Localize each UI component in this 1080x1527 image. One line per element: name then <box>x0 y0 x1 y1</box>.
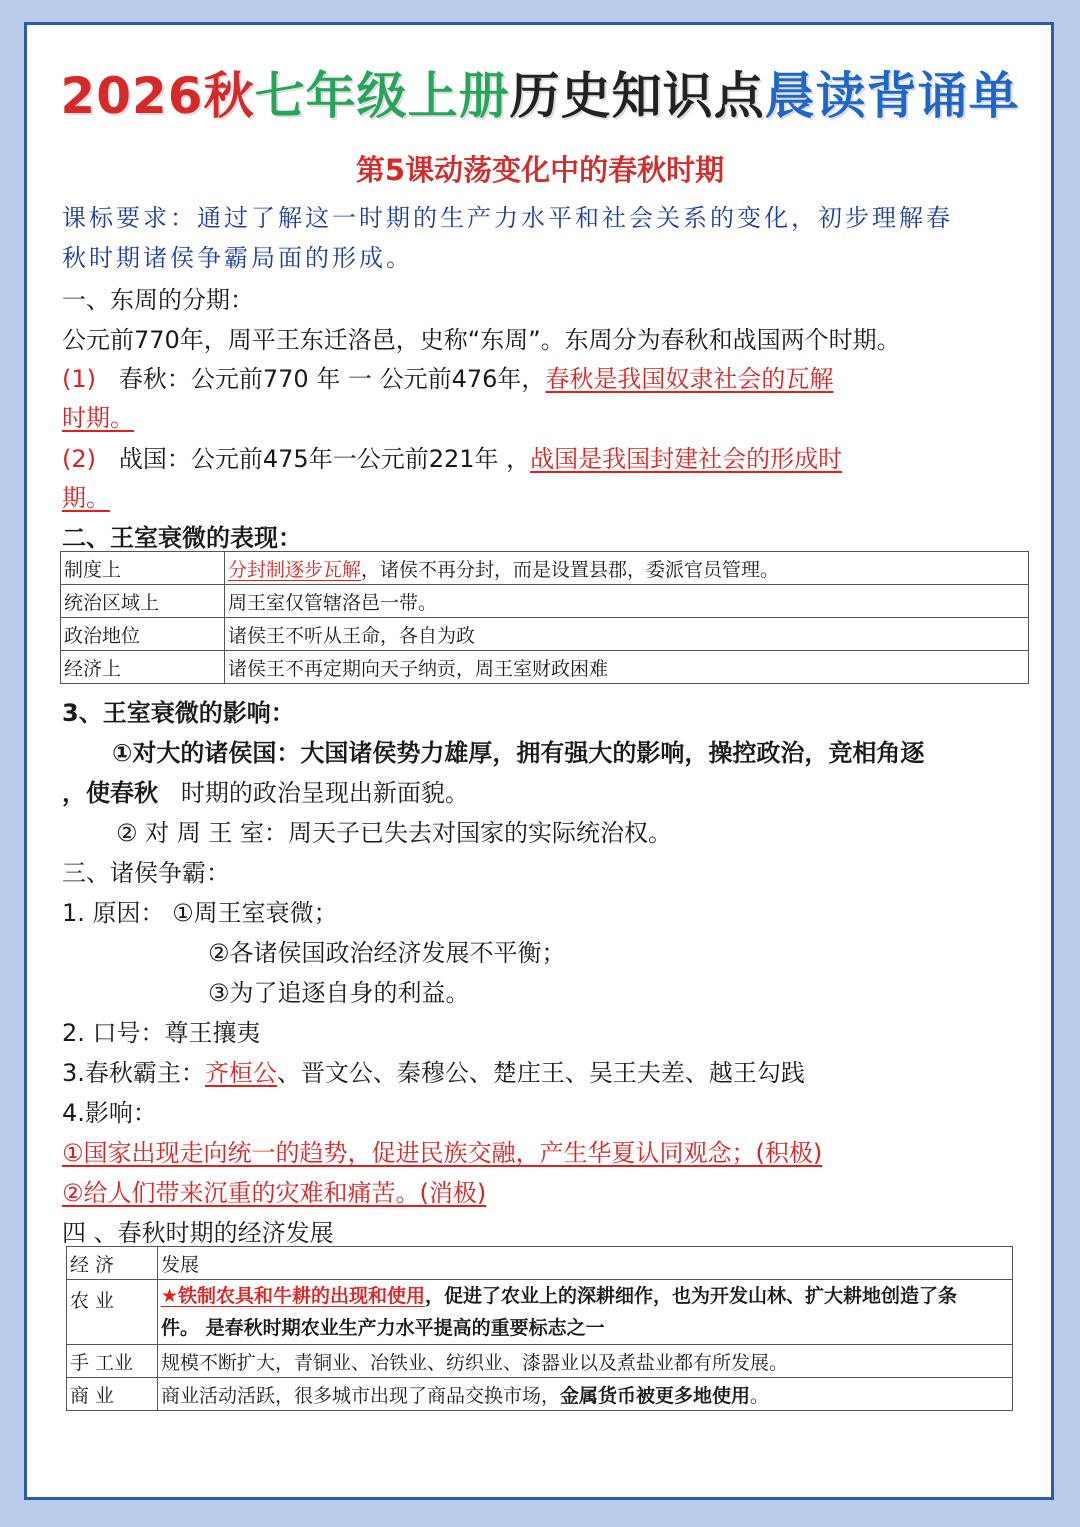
period-warring-states-cont: 期。 <box>62 484 110 512</box>
period-spring-autumn-cont: 时期。 <box>62 404 134 432</box>
royal-decline-table <box>60 551 1029 684</box>
impact-heading: 4.影响： <box>62 1099 157 1127</box>
reason-2: ②各诸侯国政治经济发展不平衡； <box>208 939 566 967</box>
title-part-subject: 历史知识点 <box>509 67 765 125</box>
section4-heading: 三、诸侯争霸： <box>62 859 230 887</box>
curriculum-requirement-line1: 课标要求：通过了解这一时期的生产力水平和社会关系的变化，初步理解春 <box>62 204 953 232</box>
impact-line3: ② 对 周 王 室：周天子已失去对国家的实际统治权。 <box>116 819 673 847</box>
reason-1: 1. 原因： ①周王室衰微； <box>62 899 338 927</box>
title-part-grade: 七年级上册 <box>254 67 510 125</box>
curriculum-requirement-line2: 秋时期诸侯争霸局面的形成。 <box>62 244 413 272</box>
lesson-title: 第5课动荡变化中的春秋时期 <box>355 153 725 187</box>
period-spring-autumn: (1) 春秋：公元前770 年 一 公元前476年，春秋是我国奴隶社会的瓦解 <box>62 365 834 393</box>
section5-heading: 四 、春秋时期的经济发展 <box>62 1219 334 1247</box>
table-row: 统治区域上 周王室仅管辖洛邑一带。 <box>61 585 1029 618</box>
hegemons: 3.春秋霸主：齐桓公、晋文公、秦穆公、楚庄王、吴王夫差、越王勾践 <box>62 1059 805 1087</box>
impact-line2: ，使春秋 时期的政治呈现出新面貌。 <box>62 779 469 807</box>
impact-positive: ①国家出现走向统一的趋势，促进民族交融，产生华夏认同观念；(积极) <box>62 1139 823 1167</box>
table-row: 农 业 ★铁制农具和牛耕的出现和使用，促进了农业上的深耕细作，也为开发山林、扩大耕地创造了条 件。 是春秋时期农业生产力水平提高的重要标志之一 <box>67 1280 1013 1345</box>
section3-heading: 3、王室衰微的影响： <box>62 699 295 727</box>
table-row: 经济上 诸侯王不再定期向天子纳贡，周王室财政困难 <box>61 651 1029 684</box>
title-part-year: 2026秋 <box>60 67 255 125</box>
page-title <box>0 56 1080 128</box>
reason-3: ③为了追逐自身的利益。 <box>208 979 470 1007</box>
title-part-type: 晨读背诵单 <box>764 67 1020 125</box>
impact-negative: ②给人们带来沉重的灾难和痛苦。(消极) <box>62 1179 487 1207</box>
table-row: 手 工业 规模不断扩大，青铜业、冶铁业、纺织业、漆器业以及煮盐业都有所发展。 <box>67 1345 1013 1378</box>
table-row: 商 业 商业活动活跃，很多城市出现了商品交换市场，金属货币被更多地使用。 <box>67 1378 1013 1411</box>
section1-heading: 一、东周的分期： <box>62 286 254 314</box>
section1-intro: 公元前770年，周平王东迁洛邑，史称“东周”。东周分为春秋和战国两个时期。 <box>62 326 901 354</box>
table-row: 经 济 发展 <box>67 1247 1013 1280</box>
table-row: 政治地位 诸侯王不听从王命，各自为政 <box>61 618 1029 651</box>
economy-table <box>66 1246 1013 1411</box>
impact-line1: ①对大的诸侯国：大国诸侯势力雄厚，拥有强大的影响，操控政治，竞相角逐 <box>112 739 925 767</box>
table-row: 制度上 分封制逐步瓦解，诸侯不再分封，而是设置县郡，委派官员管理。 <box>61 552 1029 585</box>
period-warring-states: (2) 战国：公元前475年一公元前221年 ，战国是我国封建社会的形成时 <box>62 445 843 473</box>
section2-heading: 二、王室衰微的表现： <box>62 524 302 552</box>
slogan: 2. 口号：尊王攘夷 <box>62 1019 261 1047</box>
